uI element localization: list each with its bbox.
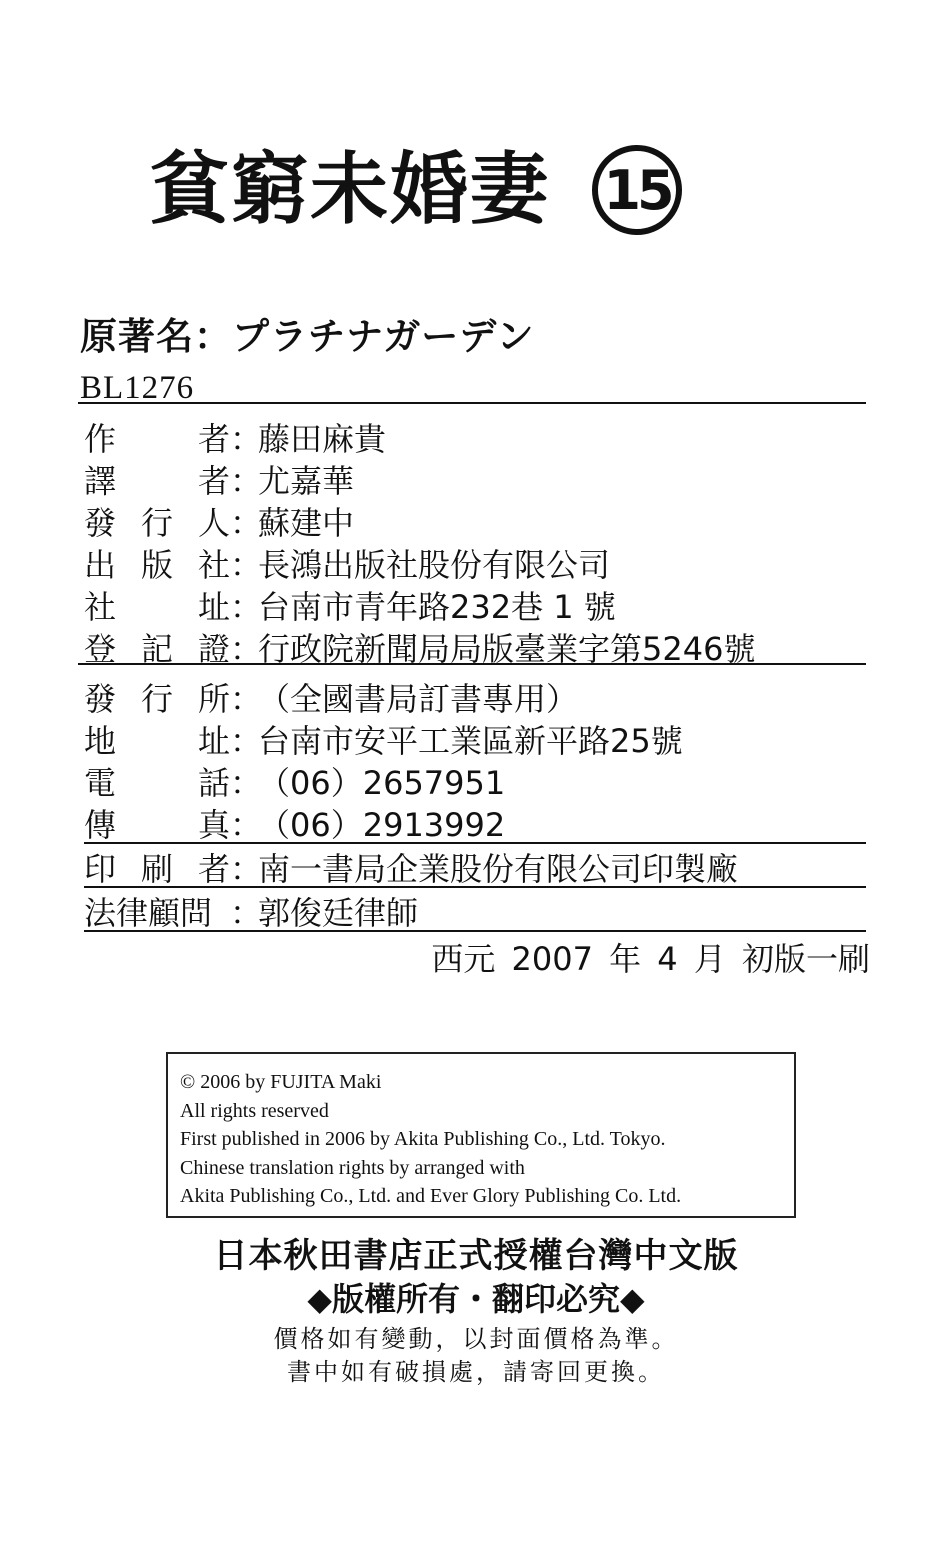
credit-label [84,540,230,586]
credit-label-char: 行 [140,680,173,718]
credit-colon: ： [230,894,263,932]
copyright-line: Akita Publishing Co., Ltd. and Ever Glory Publishing Co. Ltd. [180,1185,682,1207]
credit-colon: ： [230,630,263,668]
credit-label [84,758,230,804]
credit-label-char: 版 [140,546,173,584]
credit-value: 台南市安平工業區新平路25號 [258,722,683,760]
copyright-line: © 2006 by FUJITA Maki [180,1071,382,1093]
credit-label-char: 者 [197,462,230,500]
credit-row [84,760,505,802]
credit-row [84,458,354,500]
credit-label-char: 傳 [84,806,117,844]
original-title: 原著名：プラチナガーデン [80,315,535,358]
divider [78,402,866,404]
credit-label-char: 作 [84,420,117,458]
rights-statement: ◆版權所有・翻印必究◆ [307,1280,645,1318]
credit-value: （全國書局訂書專用） [258,680,579,718]
credit-label [84,624,230,670]
copyright-line: First published in 2006 by Akita Publishing Co., Ltd. Tokyo. [180,1128,666,1150]
credit-label-char: 人 [197,504,230,542]
credit-label-char: 譯 [84,462,117,500]
credit-label-char: 地 [84,722,117,760]
license-statement: 日本秋田書店正式授權台灣中文版 [213,1236,739,1276]
credit-value: 蘇建中 [258,504,355,542]
credit-row [84,802,505,844]
credit-row [84,500,354,542]
credit-label-char: 所 [197,680,230,718]
credit-value: （06）2657951 [258,764,506,802]
credit-label-char: 發 [84,504,117,542]
credit-label-char: 社 [84,588,117,626]
credit-label-char: 發 [84,680,117,718]
credit-colon: ： [230,462,263,500]
credit-row [84,676,578,718]
copyright-line: Chinese translation rights by arranged with [180,1156,525,1179]
credit-label-char: 出 [84,546,117,584]
credit-row [84,584,616,626]
credit-row [84,846,738,888]
copyright-line: All rights reserved [180,1099,329,1122]
copyright-box [166,1052,796,1218]
credit-value: 南一書局企業股份有限公司印製廠 [258,850,739,888]
credit-label-char: 登 [84,630,117,668]
credit-label-char: 社 [197,546,230,584]
credit-value: （06）2913992 [258,806,506,844]
price-note: 價格如有變動，以封面價格為準。 [273,1325,679,1353]
credit-label-char: 者 [197,420,230,458]
credit-colon: ： [230,680,263,718]
credit-label [84,674,230,720]
credit-value: 尤嘉華 [258,462,355,500]
credit-colon: ： [230,806,263,844]
credit-label-char: 法律顧問 [84,894,213,932]
credit-row [84,718,683,760]
credit-label-char: 話 [197,764,230,802]
credit-value: 郭俊廷律師 [258,894,419,932]
credit-value: 長鴻出版社股份有限公司 [258,546,611,584]
credit-label-char: 真 [197,806,230,844]
damage-note: 書中如有破損處，請寄回更換。 [287,1358,665,1386]
credit-colon: ： [230,850,263,888]
credit-row [84,416,386,458]
credit-colon: ： [230,420,263,458]
credit-colon: ： [230,546,263,584]
credit-label [84,800,230,846]
credit-value: 台南市青年路232巷 1 號 [258,588,616,626]
credit-label-char: 行 [140,504,173,542]
credit-label [84,844,230,890]
credit-row [84,626,755,668]
credit-colon: ： [230,722,263,760]
credit-label-char: 記 [140,630,173,668]
credit-label-char: 者 [197,850,230,888]
credit-value: 行政院新聞局局版臺業字第5246號 [258,630,756,668]
volume-number: 15 [592,145,682,235]
book-title: 貧窮未婚妻 [150,145,551,235]
credit-label-char: 印 [84,850,117,888]
credit-label-char: 刷 [140,850,173,888]
credit-label [84,716,230,762]
credit-label [84,456,230,502]
credit-label [84,414,230,460]
credit-row [84,542,610,584]
credit-row [84,890,418,932]
credit-label [84,582,230,628]
credit-label-char: 證 [197,630,230,668]
credit-label-char: 電 [84,764,117,802]
credit-label [84,498,230,544]
credit-label [84,888,230,934]
edition-date: 西元 2007 年 4 月 初版一刷 [431,940,870,978]
title-block [150,140,682,240]
credit-colon: ： [230,504,263,542]
credit-value: 藤田麻貴 [258,420,387,458]
credit-label-char: 址 [197,722,230,760]
credit-colon: ： [230,764,263,802]
catalog-code: BL1276 [80,370,195,406]
credit-label-char: 址 [197,588,230,626]
credit-colon: ： [230,588,263,626]
